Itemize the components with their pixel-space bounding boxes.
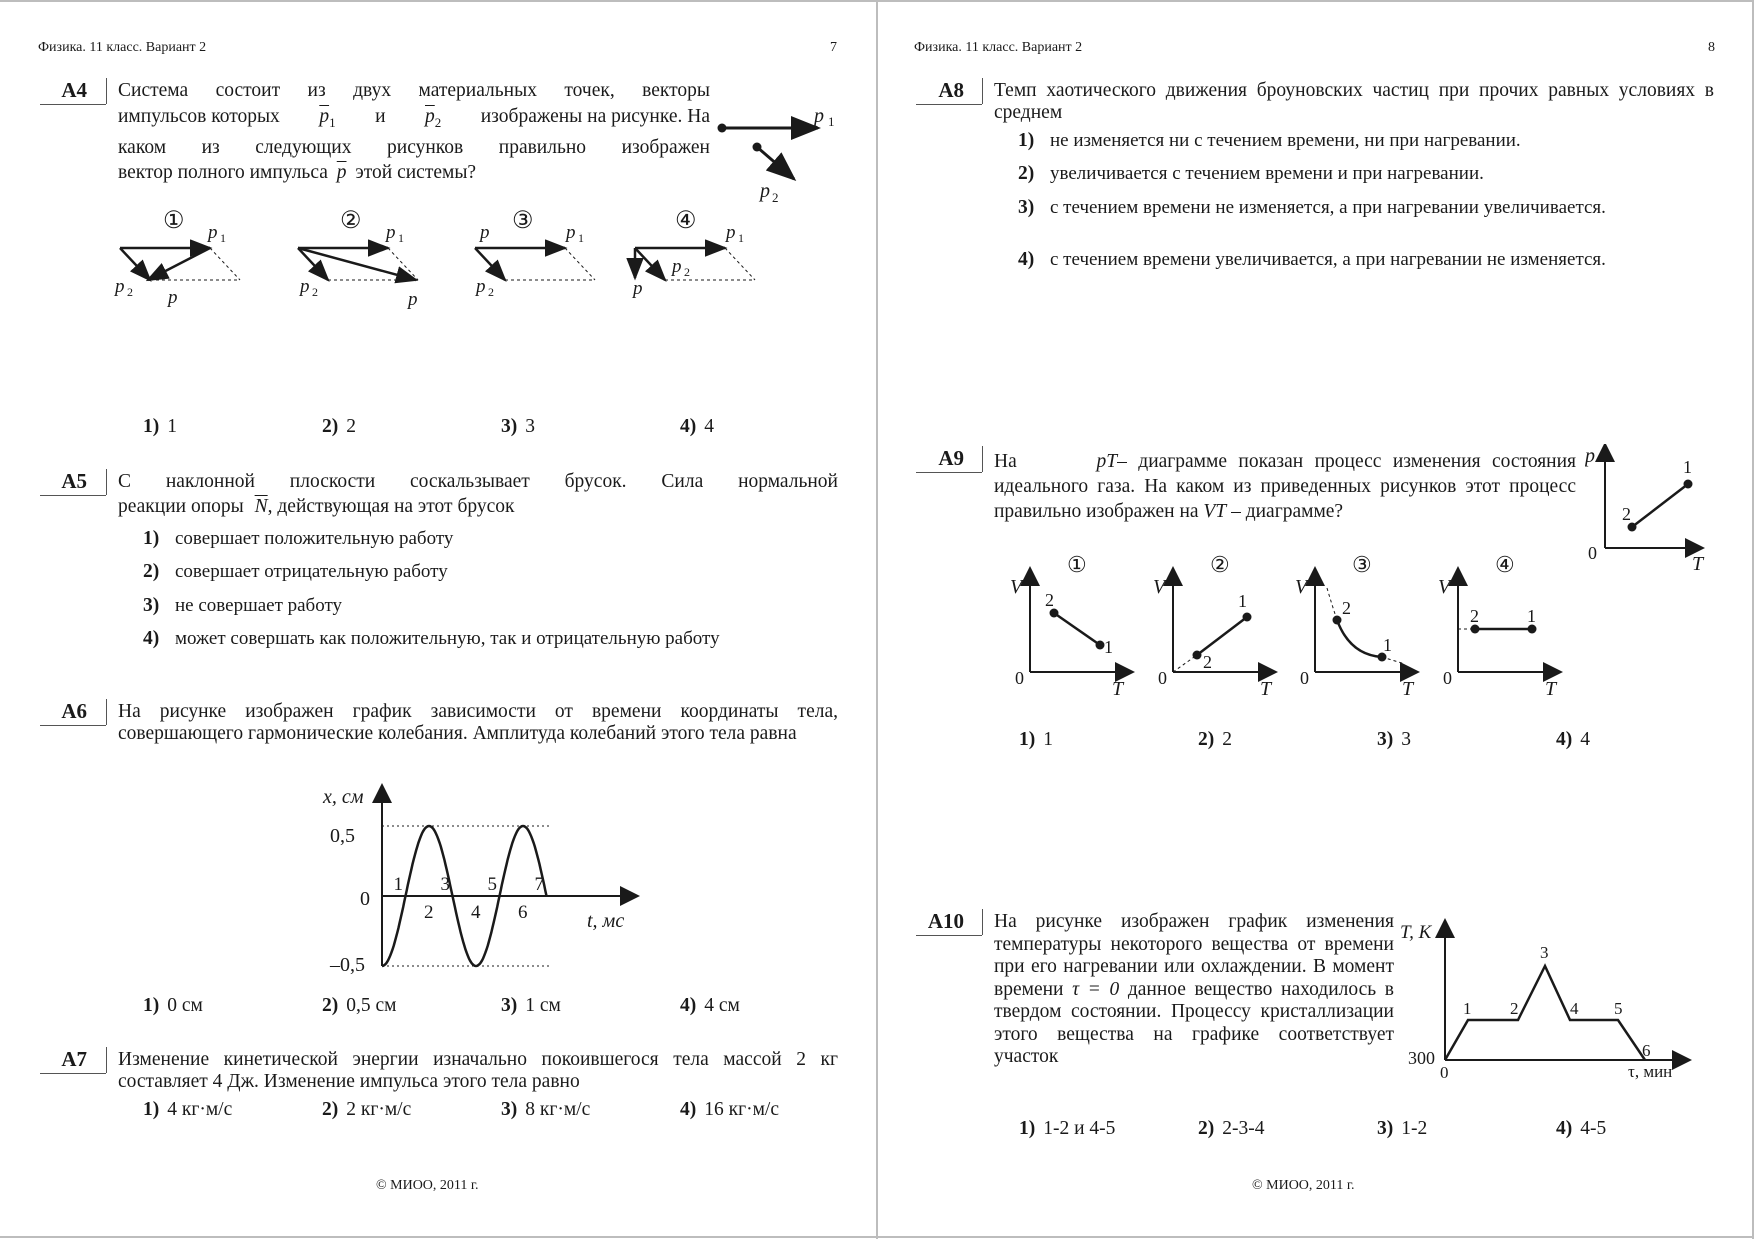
a4-text-shown: изображены на рисунке. На [480, 105, 710, 127]
a10-point-1: 1 [1463, 999, 1472, 1018]
a9-vt1-x-label: T [1112, 678, 1124, 700]
a9-vt2-point-1: 1 [1238, 591, 1247, 611]
a8-option-4-text: с течением времени увеличивается, а при нагревании не изменяется. [1050, 249, 1606, 270]
a4-answer-3[interactable] [501, 416, 535, 438]
a5-text-reaction: реакции опоры [118, 496, 244, 517]
a6-answer-3-text: 1 см [525, 995, 561, 1016]
a10-answer-1-text: 1-2 и 4-5 [1043, 1118, 1116, 1139]
a7-answer-3-text: 8 кг·м/с [525, 1099, 591, 1120]
a4-text-system: этой системы? [355, 162, 477, 184]
a4-inline-p: $\overline{p}$ [336, 162, 347, 184]
a10-text-end: данное вещество находилось в твердом состоянии. Процессу кристаллизации этого вещества на графике соответствует участок [994, 978, 1394, 1067]
a6-y-axis-label: x, см [323, 786, 364, 808]
a6-xtick-label: 4 [471, 902, 481, 923]
a10-answer-2-text: 2-3-4 [1222, 1118, 1265, 1139]
svg-text:p: p [566, 222, 576, 243]
a9-pt-point-1: 1 [1683, 457, 1692, 477]
a5-option-1-num: 1) [143, 528, 160, 549]
a7-answer-4-text: 16 кг·м/с [704, 1099, 780, 1120]
a4-answer-1-num: 1) [143, 416, 160, 437]
a9-question-text [994, 449, 1576, 524]
a4-text-line-1: Система состоит из двух материальных точек, векторы [118, 80, 710, 101]
a4-text-line-3: каком из следующих рисунков правильно изображен [118, 136, 710, 158]
a9-answer-2[interactable] [1198, 729, 1232, 751]
a5-question-text [118, 469, 838, 519]
a5-option-1-text: совершает положительную работу [175, 528, 454, 549]
a9-label: А9 [938, 446, 964, 470]
a4-answer-1[interactable] [143, 416, 177, 438]
a8-option-4-num: 4) [1018, 249, 1035, 270]
svg-text:p: p [300, 276, 310, 297]
a9-pt-y-label: p [1585, 445, 1595, 467]
a10-answer-4[interactable] [1556, 1118, 1606, 1140]
a8-option-1-num: 1) [1018, 130, 1035, 151]
a9-text-end: – диаграмме? [1231, 501, 1344, 522]
a7-answer-1[interactable] [143, 1099, 232, 1121]
a10-answer-3-text: 1-2 [1401, 1118, 1428, 1139]
a9-answer-4-num: 4) [1556, 729, 1573, 750]
a5-option-4-text: может совершать как положительную, так и отрицательную работу [175, 628, 720, 649]
a9-vt1-y-label: V [1010, 576, 1023, 598]
a8-option-2[interactable] [1018, 163, 1713, 185]
a10-point-2: 2 [1510, 999, 1519, 1018]
svg-text:p: p [760, 180, 770, 202]
a4-answer-2[interactable] [322, 416, 356, 438]
svg-text:p: p [633, 278, 643, 299]
a10-answer-4-num: 4) [1556, 1118, 1573, 1139]
a7-answer-4-num: 4) [680, 1099, 697, 1120]
a5-option-3-text: не совершает работу [175, 595, 343, 616]
a6-answer-2-text: 0,5 см [346, 995, 397, 1016]
a5-option-1[interactable] [143, 528, 453, 550]
a6-answer-4[interactable] [680, 995, 740, 1017]
a9-text-on: На [994, 451, 1017, 472]
a4-option-circle-1: ① [163, 208, 185, 234]
a9-vt3-point-2: 2 [1342, 598, 1351, 618]
a6-xtick-label: 3 [440, 874, 450, 895]
a6-answer-3-num: 3) [501, 995, 518, 1016]
a9-answer-3-num: 3) [1377, 729, 1394, 750]
a6-ytick-top: 0,5 [330, 825, 355, 847]
a6-ytick-bottom: –0,5 [330, 954, 365, 976]
a4-answer-4-num: 4) [680, 416, 697, 437]
a8-question-text: Темп хаотического движения броуновских частиц при прочих равных условиях в среднем [994, 80, 1714, 123]
a10-y-start-label: 300 [1408, 1048, 1435, 1068]
svg-text:p: p [208, 222, 218, 243]
a4-answer-2-text: 2 [346, 416, 356, 437]
a10-question-text [994, 911, 1394, 1069]
a6-question-text: На рисунке изображен график зависимости от времени координаты тела, совершающего гармонические колебания. Амплитуда колебаний этого тела равна [118, 701, 838, 744]
page-divider [876, 0, 878, 1239]
a5-option-3[interactable] [143, 595, 342, 617]
a7-label-bar [106, 1047, 107, 1073]
a4-answer-2-num: 2) [322, 416, 339, 437]
a9-vt-circle-1: ① [1067, 552, 1087, 577]
a10-point-3: 3 [1540, 943, 1549, 962]
a10-point-4: 4 [1570, 999, 1579, 1018]
svg-text:2: 2 [772, 190, 779, 205]
a4-inline-p2: $\overline{p}_2$ [425, 105, 442, 130]
a4-inline-p1: $\overline{p}_1$ [319, 105, 336, 130]
a4-answer-3-text: 3 [525, 416, 535, 437]
a5-text-line-2 [118, 494, 838, 519]
a5-label-underline [40, 495, 106, 496]
a7-label: А7 [61, 1047, 87, 1071]
a4-text-impulses: импульсов которых [118, 105, 280, 127]
a6-answer-1-num: 1) [143, 995, 160, 1016]
a4-option-circle-4: ④ [675, 208, 697, 234]
a10-answer-3[interactable] [1377, 1118, 1427, 1140]
a6-label: А6 [61, 699, 87, 723]
a7-answer-2[interactable] [322, 1099, 411, 1121]
a4-vectors-figure [710, 92, 850, 212]
a4-answer-3-num: 3) [501, 416, 518, 437]
a5-option-4-num: 4) [143, 628, 160, 649]
a6-answer-4-text: 4 см [704, 995, 740, 1016]
a10-answer-4-text: 4-5 [1580, 1118, 1607, 1139]
a9-vt-diagrams [1005, 550, 1585, 700]
a8-label: А8 [938, 78, 964, 102]
a10-answer-2-num: 2) [1198, 1118, 1215, 1139]
svg-text:p: p [408, 289, 418, 310]
a8-option-3-text: с течением времени не изменяется, а при нагревании увеличивается. [1050, 197, 1606, 218]
svg-text:p: p [168, 287, 178, 308]
a10-label-underline [916, 935, 982, 936]
a4-text-vector: вектор полного импульса [118, 162, 328, 184]
a4-text-and: и [375, 105, 386, 127]
a10-answer-1-num: 1) [1019, 1118, 1036, 1139]
a10-answer-3-num: 3) [1377, 1118, 1394, 1139]
a9-answer-4[interactable] [1556, 729, 1590, 751]
svg-text:p: p [814, 105, 824, 127]
a5-text-acting: , действующая на этот брусок [267, 496, 515, 517]
a6-answer-2[interactable] [322, 995, 397, 1017]
a9-vt4-x-label: T [1545, 678, 1557, 700]
a5-option-2-num: 2) [143, 561, 160, 582]
a9-pt-origin: 0 [1588, 543, 1597, 563]
a9-vt2-y-label: V [1153, 576, 1166, 598]
a8-option-2-num: 2) [1018, 163, 1035, 184]
svg-text:2: 2 [127, 285, 133, 299]
a9-vt-circle-3: ③ [1352, 552, 1372, 577]
a9-vt4-point-2: 2 [1470, 606, 1479, 626]
a4-option-circle-3: ③ [512, 208, 534, 234]
svg-text:2: 2 [312, 285, 318, 299]
a6-answer-4-num: 4) [680, 995, 697, 1016]
a8-option-2-text: увеличивается с течением времени и при нагревании. [1050, 163, 1484, 184]
a9-answer-1-text: 1 [1043, 729, 1053, 750]
a9-vt3-y-label: V [1295, 576, 1308, 598]
a9-vt1-point-2: 2 [1045, 590, 1054, 610]
a9-answer-1-num: 1) [1019, 729, 1036, 750]
a10-answer-1[interactable] [1019, 1118, 1115, 1140]
a9-vt3-origin: 0 [1300, 668, 1309, 688]
svg-text:p: p [115, 276, 125, 297]
right-page-number: 8 [1708, 40, 1715, 55]
a4-label: А4 [61, 78, 87, 102]
a10-y-axis-label: T, К [1400, 922, 1432, 943]
a9-text-middle: – диаграмме показан процесс изменения состояния идеального газа. На каком из приведенных рисунков этот процесс правильно изображен на [994, 451, 1577, 522]
a9-text-pt: pT [1096, 451, 1118, 472]
a6-xtick-label: 5 [487, 874, 497, 895]
svg-text:2: 2 [684, 265, 690, 279]
a5-label-bar [106, 469, 107, 495]
a9-vt4-origin: 0 [1443, 668, 1452, 688]
a9-answer-1[interactable] [1019, 729, 1053, 751]
a9-vt1-point-1: 1 [1104, 637, 1113, 657]
svg-text:p: p [476, 276, 486, 297]
svg-text:1: 1 [398, 231, 404, 245]
a6-x-axis-label: t, мс [587, 910, 625, 932]
svg-text:2: 2 [488, 285, 494, 299]
a8-option-1-text: не изменяется ни с течением времени, ни при нагревании. [1050, 130, 1521, 151]
a9-vt2-origin: 0 [1158, 668, 1167, 688]
a5-label: А5 [61, 469, 87, 493]
a10-label-bar [982, 909, 983, 935]
a9-text-vt: VT [1203, 501, 1227, 522]
a7-answer-2-num: 2) [322, 1099, 339, 1120]
a8-option-3-num: 3) [1018, 197, 1035, 218]
a6-answer-3[interactable] [501, 995, 561, 1017]
svg-text:p: p [386, 222, 396, 243]
a6-answer-1[interactable] [143, 995, 203, 1017]
left-header-title: Физика. 11 класс. Вариант 2 [38, 40, 207, 55]
a10-text-tau: τ = 0 [1072, 978, 1120, 1000]
a9-vt3-x-label: T [1402, 678, 1414, 700]
a8-option-1[interactable] [1018, 130, 1713, 152]
a10-text-start: На рисунке изображен график изменения температуры некоторого вещества от времени при его нагревании или охлаждении. В момент времени [994, 911, 1394, 1000]
svg-text:1: 1 [738, 231, 744, 245]
a6-xtick-label: 7 [534, 874, 544, 895]
a5-inline-n: $\overline{N}$ [254, 496, 268, 517]
a10-answer-2[interactable] [1198, 1118, 1265, 1140]
a10-temperature-chart [1400, 918, 1700, 1083]
a9-vt-circle-4: ④ [1495, 552, 1515, 577]
svg-text:1: 1 [220, 231, 226, 245]
a7-answer-3[interactable] [501, 1099, 590, 1121]
a9-vt3-point-1: 1 [1383, 635, 1392, 655]
svg-text:p: p [480, 222, 490, 243]
a9-vt4-point-1: 1 [1527, 606, 1536, 626]
a4-label-bar [106, 78, 107, 104]
a10-x-start-label: 0 [1440, 1063, 1449, 1082]
a8-option-4[interactable] [1018, 249, 1713, 271]
left-footer: © МИОО, 2011 г. [376, 1178, 479, 1193]
a5-option-4[interactable] [143, 628, 838, 650]
a7-answer-3-num: 3) [501, 1099, 518, 1120]
a9-label-underline [916, 472, 982, 473]
a6-xtick-label: 6 [518, 902, 528, 923]
a5-option-3-num: 3) [143, 595, 160, 616]
a6-label-bar [106, 699, 107, 725]
a9-pt-diagram [1585, 444, 1705, 574]
a7-answer-2-text: 2 кг·м/с [346, 1099, 412, 1120]
a6-answer-2-num: 2) [322, 995, 339, 1016]
a9-pt-x-label: T [1692, 553, 1704, 574]
a9-label-bar [982, 446, 983, 472]
right-footer: © МИОО, 2011 г. [1252, 1178, 1355, 1193]
right-header-title: Физика. 11 класс. Вариант 2 [914, 40, 1083, 55]
svg-text:1: 1 [578, 231, 584, 245]
a9-vt2-point-2: 2 [1203, 652, 1212, 672]
a10-point-6: 6 [1642, 1041, 1651, 1060]
a9-answer-3-text: 3 [1401, 729, 1411, 750]
svg-text:p: p [726, 222, 736, 243]
a7-answer-4[interactable] [680, 1099, 779, 1121]
a10-x-axis-label: τ, мин [1628, 1062, 1673, 1081]
a4-options-figure [110, 200, 780, 320]
a6-oscillation-chart [315, 783, 645, 978]
a10-label: А10 [927, 909, 964, 933]
a7-answer-1-text: 4 кг·м/с [167, 1099, 233, 1120]
a6-xtick-label: 2 [424, 902, 434, 923]
a4-question-text [118, 78, 710, 186]
svg-text:p: p [672, 256, 682, 277]
a9-answer-2-text: 2 [1222, 729, 1232, 750]
a5-option-2-text: совершает отрицательную работу [175, 561, 448, 582]
a4-label-underline [40, 104, 106, 105]
a9-pt-point-2: 2 [1622, 504, 1631, 524]
a9-vt2-x-label: T [1260, 678, 1272, 700]
a9-vt4-y-label: V [1438, 576, 1451, 598]
a4-text-line-4 [118, 160, 710, 186]
a9-answer-4-text: 4 [1580, 729, 1590, 750]
a5-text-line-1: С наклонной плоскости соскальзывает брусок. Сила нормальной [118, 471, 838, 492]
a6-answer-1-text: 0 см [167, 995, 203, 1016]
a5-option-2[interactable] [143, 561, 448, 583]
a6-label-underline [40, 725, 106, 726]
a8-label-underline [916, 104, 982, 105]
a4-answer-4[interactable] [680, 416, 714, 438]
a4-answer-4-text: 4 [704, 416, 714, 437]
a7-answer-1-num: 1) [143, 1099, 160, 1120]
a7-question-text: Изменение кинетической энергии изначально покоившегося тела массой 2 кг составляет 4 Дж. Изменение импульса этого тела равно [118, 1049, 838, 1092]
a9-vt-circle-2: ② [1210, 552, 1230, 577]
a9-answer-2-num: 2) [1198, 729, 1215, 750]
a4-answer-1-text: 1 [167, 416, 177, 437]
a4-text-line-2 [118, 104, 710, 135]
a8-label-bar [982, 78, 983, 104]
a8-option-3[interactable] [1018, 197, 1713, 219]
svg-text:1: 1 [828, 114, 835, 129]
a4-option-circle-2: ② [340, 208, 362, 234]
a6-xtick-label: 1 [393, 874, 403, 895]
a10-point-5: 5 [1614, 999, 1623, 1018]
a9-vt1-origin: 0 [1015, 668, 1024, 688]
a9-answer-3[interactable] [1377, 729, 1411, 751]
a6-ytick-zero: 0 [360, 888, 370, 910]
a7-label-underline [40, 1073, 106, 1074]
left-page-number: 7 [830, 40, 837, 55]
